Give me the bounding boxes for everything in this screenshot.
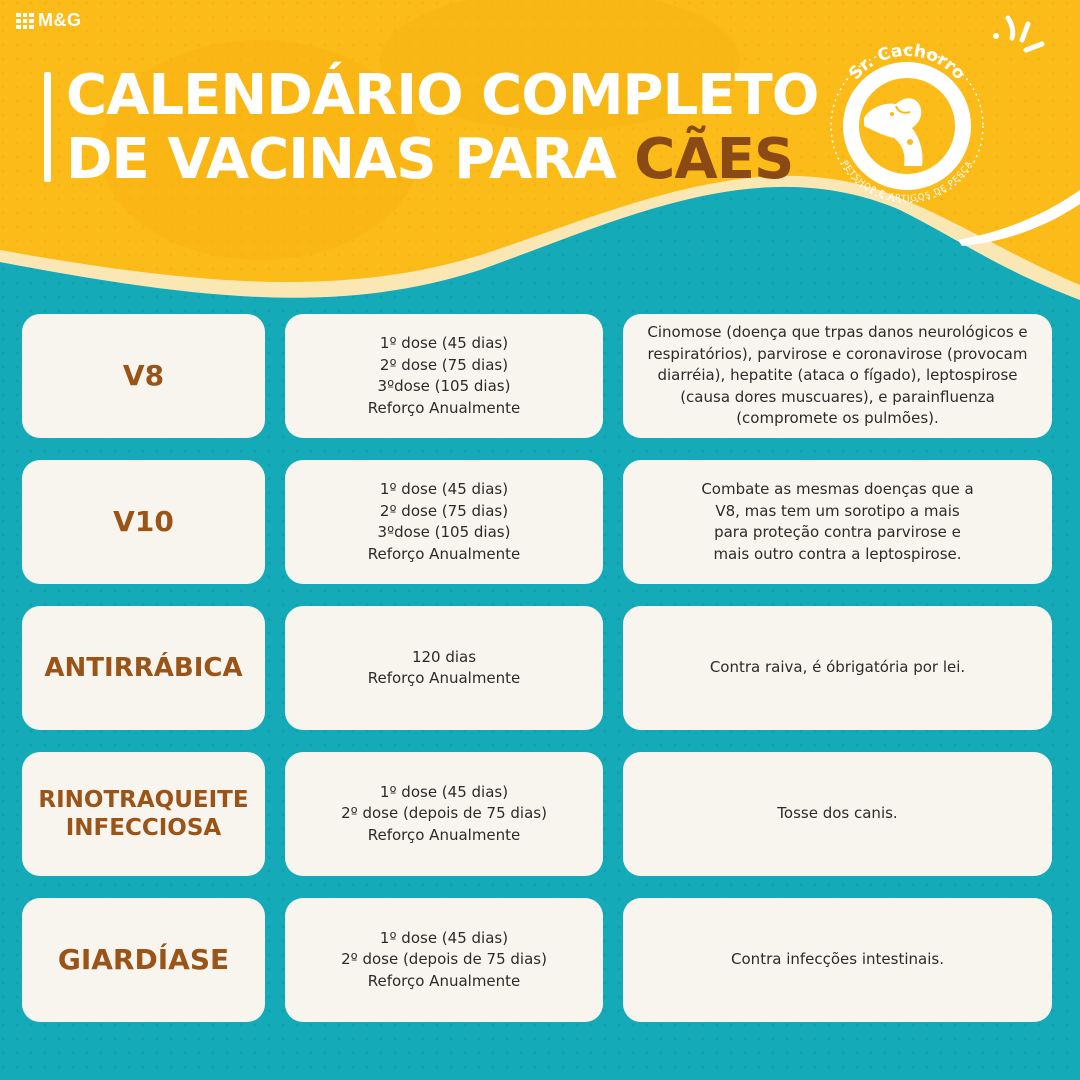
title-line-1: CALENDÁRIO COMPLETO	[66, 63, 819, 128]
description-card	[623, 752, 1052, 876]
brand-name: M&G	[38, 10, 82, 30]
description-card	[623, 314, 1052, 438]
dose-schedule: 120 dias Reforço Anualmente	[367, 647, 521, 687]
title-line-2-accent: CÃES	[634, 127, 794, 192]
sr-cachorro-logo	[812, 26, 1002, 216]
vaccine-name-card	[22, 898, 265, 1022]
vaccine-name-card	[22, 752, 265, 876]
title-line-2-prefix: DE VACINAS PARA	[66, 127, 635, 192]
dose-schedule-card	[285, 606, 603, 730]
dose-schedule: 1º dose (45 dias) 2º dose (depois de 75 dias) Reforço Anualmente	[341, 782, 547, 844]
description-card	[623, 460, 1052, 584]
title-accent-bar	[44, 72, 51, 182]
table-row	[22, 752, 1052, 876]
table-row	[22, 314, 1052, 438]
table-row	[22, 606, 1052, 730]
vaccine-name: GIARDÍASE	[57, 943, 230, 976]
brand-logo	[16, 10, 82, 31]
vaccine-name: ANTIRRÁBICA	[44, 653, 243, 683]
page-title	[66, 64, 818, 192]
dose-schedule: 1º dose (45 dias) 2º dose (75 dias) 3ºdose (105 dias) Reforço Anualmente	[367, 334, 521, 417]
dose-schedule-card	[285, 898, 603, 1022]
vaccine-description: Contra raiva, é óbrigatória por lei.	[709, 658, 966, 677]
vaccine-name: V10	[113, 505, 174, 538]
vaccine-table	[22, 314, 1052, 1022]
brand-grid-icon	[16, 13, 34, 29]
logo-tagline: PETSHOP E ARTIGOS DE PESCA	[838, 159, 976, 205]
vaccine-name-card	[22, 606, 265, 730]
description-card	[623, 898, 1052, 1022]
dose-schedule-card	[285, 314, 603, 438]
vaccine-name: RINOTRAQUEITE INFECCIOSA	[38, 787, 249, 841]
vaccine-description: Cinomose (doença que trpas danos neurológicos e respiratórios), parvirose e coronavirose (provocam diarréia), hepatite (ataca o fígado), leptospirose (causa dores muscuares), e parainfluenza (compromete os pulmões).	[647, 323, 1028, 428]
logo-name: Sr. Cachorro	[845, 40, 970, 84]
table-row	[22, 460, 1052, 584]
vaccine-description: Tosse dos canis.	[777, 804, 898, 823]
dose-schedule-card	[285, 752, 603, 876]
vaccine-name: V8	[122, 359, 165, 392]
vaccine-description: Combate as mesmas doenças que a V8, mas tem um sorotipo a mais para proteção contra parvirose e mais outro contra a leptospirose.	[701, 480, 974, 563]
table-row	[22, 898, 1052, 1022]
description-card	[623, 606, 1052, 730]
dose-schedule: 1º dose (45 dias) 2º dose (75 dias) 3ºdose (105 dias) Reforço Anualmente	[367, 480, 521, 563]
dose-schedule: 1º dose (45 dias) 2º dose (depois de 75 dias) Reforço Anualmente	[341, 928, 547, 990]
dose-schedule-card	[285, 460, 603, 584]
vaccine-name-card	[22, 460, 265, 584]
vaccine-description: Contra infecções intestinais.	[731, 950, 944, 969]
dog-icon	[864, 98, 923, 166]
vaccine-name-card	[22, 314, 265, 438]
